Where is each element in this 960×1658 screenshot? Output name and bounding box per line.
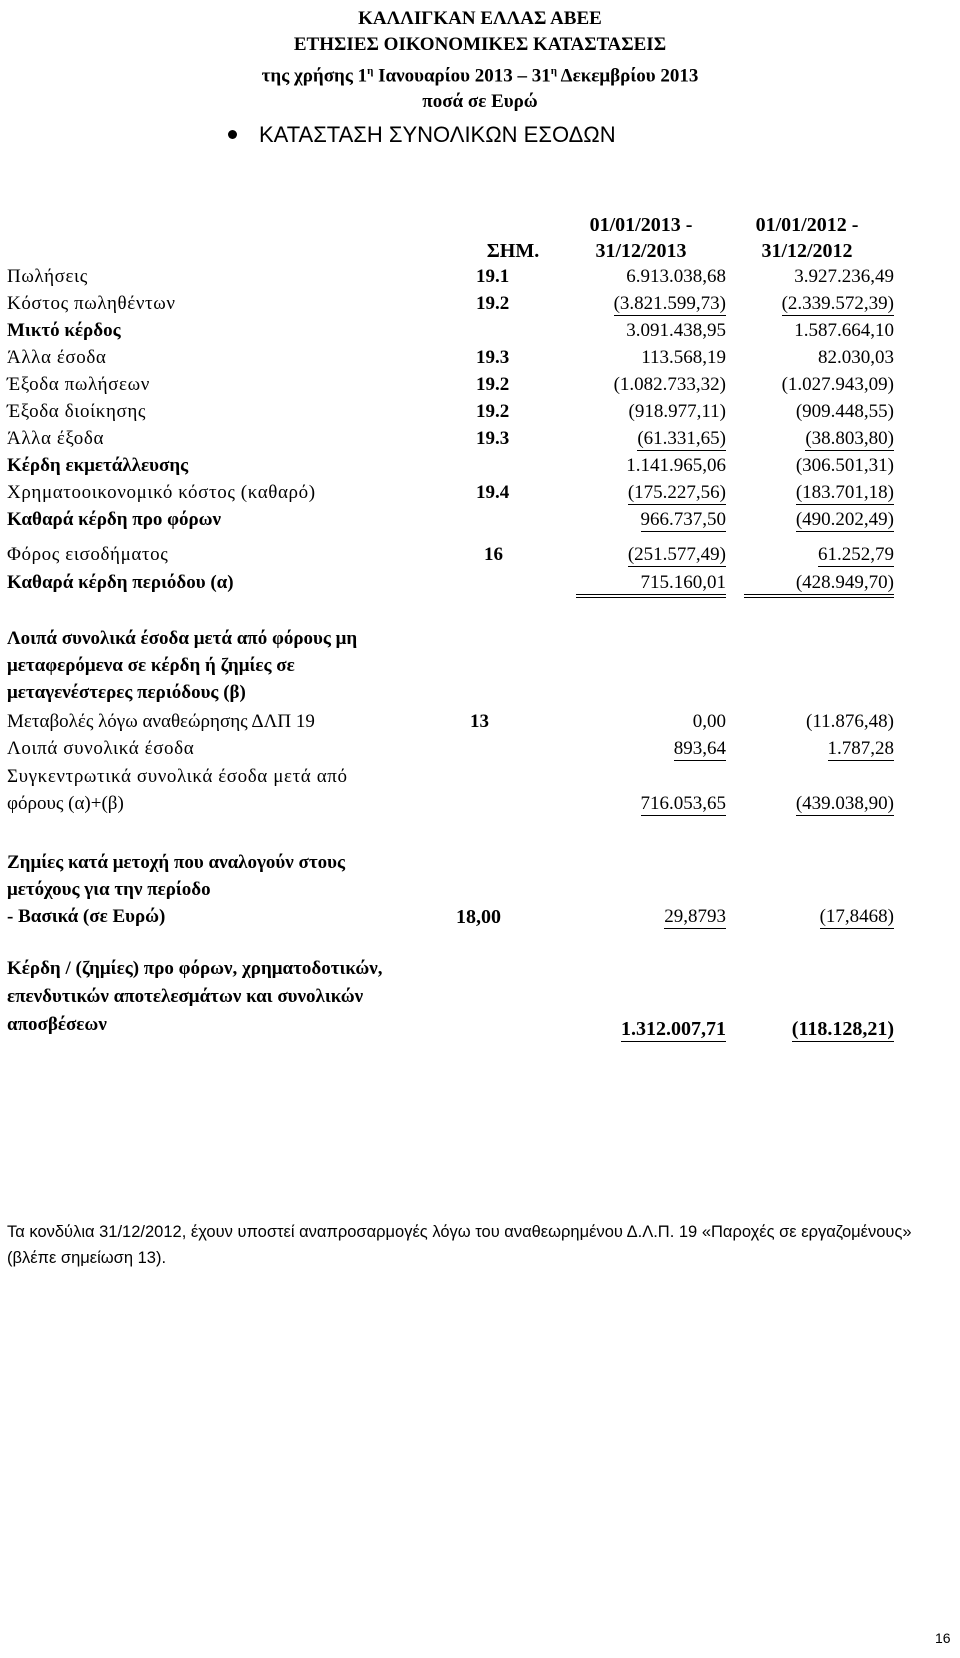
row-label: Καθαρά κέρδη προ φόρων [7, 509, 222, 530]
current-period-header: 01/01/2013 - 31/12/2013 [589, 214, 693, 262]
row-value-2013: 1.312.007,71 [621, 1018, 726, 1040]
row-value-2012: 1.787,28 [827, 738, 894, 759]
row-value-2013: (1.082.733,32) [613, 374, 726, 395]
note-column-header: ΣΗΜ. [486, 240, 540, 262]
row-value-2013: 3.091.438,95 [626, 320, 726, 341]
row-value-2012: (183.701,18) [795, 482, 894, 503]
section-title [228, 122, 616, 148]
row-value-2013: (251.577,49) [627, 544, 726, 565]
row-value-2012: 1.587.664,10 [794, 320, 894, 341]
table-row [0, 906, 960, 934]
table-row [0, 401, 960, 429]
row-value-2012: (428.949,70) [736, 572, 894, 598]
row-label: Λοιπά συνολικά έσοδα [7, 738, 195, 759]
table-row [0, 374, 960, 402]
row-note: 19.2 [476, 374, 510, 395]
row-value-2012: (17,8468) [819, 906, 894, 927]
bullet-icon [228, 130, 237, 139]
row-value-2013: 716.053,65 [640, 793, 726, 814]
row-label: Μεταβολές λόγω αναθεώρησης ΔΛΠ 19 [7, 711, 315, 732]
row-label: φόρους (α)+(β) [7, 793, 124, 814]
row-value-2013: 6.913.038,68 [626, 266, 726, 287]
row-note: 13 [470, 711, 489, 732]
table-row [0, 572, 960, 600]
period-line: της χρήσης $1^\eta$ Ιανουαρίου $2013 - 31^\eta$ Δεκεμβρίου 2013 [261, 65, 699, 87]
table-row [0, 509, 960, 537]
row-note: 16 [484, 544, 503, 565]
oci-heading-line-3: μεταγενέστερες περιόδους (β) [7, 682, 246, 703]
row-note: 19.3 [476, 347, 510, 368]
table-row [0, 738, 960, 766]
row-value-2012: (38.803,80) [805, 428, 894, 449]
table-row [0, 1014, 960, 1042]
row-label: Έξοδα πωλήσεων [7, 374, 150, 395]
row-label: Κόστος πωληθέντων [7, 293, 176, 314]
table-row [0, 482, 960, 510]
row-label: Άλλα έσοδα [7, 347, 107, 368]
eps-heading-line-2: μετόχους για την περίοδο [7, 879, 211, 900]
ebitda-heading-line-2: επενδυτικών αποτελεσμάτων και συνολικών [7, 986, 364, 1007]
table-row [0, 455, 960, 483]
row-value-2012: (306.501,31) [795, 455, 894, 476]
oci-heading-line-1: Λοιπά συνολικά έσοδα μετά από φόρους μη [7, 628, 358, 649]
row-value-2013: 29,8793 [664, 906, 726, 927]
row-value-2013: (3.821.599,73) [613, 293, 726, 314]
row-label: - Βασικά (σε Ευρώ) [7, 906, 166, 927]
row-value-2012: 3.927.236,49 [794, 266, 894, 287]
row-value-2012: 61.252,79 [818, 544, 894, 565]
row-value-2012: 82.030,03 [818, 347, 894, 368]
row-label: Καθαρά κέρδη περιόδου (α) [7, 572, 234, 593]
row-note: 18,00 [456, 906, 501, 928]
statements-title: ΕΤΗΣΙΕΣ ΟΙΚΟΝΟΜΙΚΕΣ ΚΑΤΑΣΤΑΣΕΙΣ [293, 34, 667, 55]
section-title-text: ΚΑΤΑΣΤΑΣΗ ΣΥΝΟΛΙΚΩΝ ΕΣΟΔΩΝ [259, 122, 616, 147]
row-value-2013: 893,64 [673, 738, 726, 759]
row-note: 19.1 [476, 266, 510, 287]
ebitda-heading-line-1: Κέρδη / (ζημίες) προ φόρων, χρηματοδοτικών, [7, 958, 383, 979]
oci-heading-line-2: μεταφερόμενα σε κέρδη ή ζημίες σε [7, 655, 295, 676]
row-note: 19.4 [476, 482, 510, 503]
row-value-2013: 0,00 [692, 711, 726, 732]
total-comprehensive-line-1: Συγκεντρωτικά συνολικά έσοδα μετά από [7, 766, 348, 787]
footnote: Τα κονδύλια 31/12/2012, έχουν υποστεί αναπροσαρμογές λόγω του αναθεωρημένου Δ.Λ.Π. 19 «Παροχές σε εργαζομένους» (βλέπε σημείωση 13). [7, 1223, 912, 1267]
currency-line: ποσά σε Ευρώ [422, 91, 538, 113]
row-value-2012: (490.202,49) [795, 509, 894, 530]
table-row [0, 320, 960, 348]
row-value-2012: (118.128,21) [791, 1018, 894, 1040]
row-note: 19.2 [476, 401, 510, 422]
table-row [0, 428, 960, 456]
row-note: 19.2 [476, 293, 510, 314]
table-row [0, 711, 960, 739]
row-label: Χρηματοοικονομικό κόστος (καθαρό) [7, 482, 316, 503]
row-label: Πωλήσεις [7, 266, 88, 287]
row-label: Μικτό κέρδος [7, 320, 121, 341]
row-value-2013: 966.737,50 [640, 509, 726, 530]
row-value-2013: 113.568,19 [641, 347, 726, 368]
row-label: Άλλα έξοδα [7, 428, 105, 449]
page-number: 16 [935, 1630, 951, 1646]
eps-heading-line-1: Ζημίες κατά μετοχή που αναλογούν στους [7, 852, 345, 873]
row-value-2013: (918.977,11) [628, 401, 726, 422]
row-label: Έξοδα διοίκησης [7, 401, 146, 422]
row-value-2013: 1.141.965,06 [626, 455, 726, 476]
table-row [0, 293, 960, 321]
row-value-2013: (61.331,65) [637, 428, 726, 449]
table-row [0, 544, 960, 572]
row-value-2012: (2.339.572,39) [781, 293, 894, 314]
row-value-2013: (175.227,56) [627, 482, 726, 503]
table-row [0, 347, 960, 375]
document-header [0, 6, 960, 115]
row-value-2013: 715.160,01 [570, 572, 726, 598]
company-name: ΚΑΛΛΙΓΚΑΝ ΕΛΛΑΣ ΑΒΕΕ [358, 8, 602, 29]
table-row [0, 793, 960, 821]
row-value-2012: (11.876,48) [806, 711, 894, 732]
row-label: αποσβέσεων [7, 1014, 107, 1035]
row-value-2012: (439.038,90) [795, 793, 894, 814]
table-row [0, 266, 960, 294]
prior-period-header: 01/01/2012 - 31/12/2012 [755, 214, 859, 262]
row-label: Φόρος εισοδήματος [7, 544, 169, 565]
row-value-2012: (1.027.943,09) [781, 374, 894, 395]
row-note: 19.3 [476, 428, 510, 449]
row-value-2012: (909.448,55) [795, 401, 894, 422]
row-label: Κέρδη εκμετάλλευσης [7, 455, 189, 476]
